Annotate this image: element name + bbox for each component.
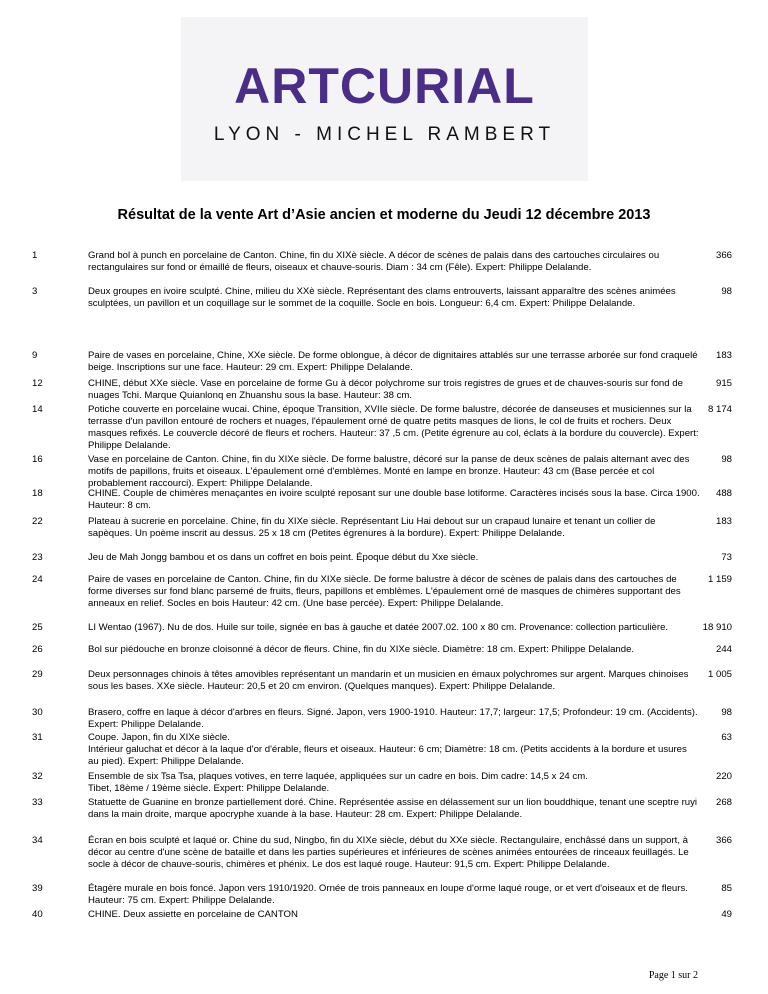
- lot-description: [88, 797, 700, 821]
- lot-price: 85: [721, 883, 732, 894]
- lot-description: [88, 350, 700, 374]
- lot-description-text: CHINE. Deux assiette en porcelaine de CANTON: [88, 909, 298, 920]
- lot-price: 1 159: [707, 574, 732, 585]
- lot-price: 268: [715, 797, 732, 808]
- lot-description: [88, 286, 700, 310]
- lot-price: 488: [715, 488, 732, 499]
- lot-description-text: CHINE, début XXe siècle. Vase en porcelaine de forme Gu à décor polychrome sur trois registres de grues et de chauves-souris sur fond de nuages Tchi. Marque Quianlonq en Zhuanshu sous la base. Hauteur: 38 cm.: [88, 378, 683, 401]
- page-title: Résultat de la vente Art d’Asie ancien et moderne du Jeudi 12 décembre 2013: [117, 207, 651, 223]
- lot-number: 22: [32, 516, 43, 527]
- lot-description-text: Deux groupes en ivoire sculpté. Chine, milieu du XXè siècle. Représentant des clams entrouverts, laissant apparaître des scènes animées sculptées, un pavillon et un coquillage sur le sommet de la coquille. Socle en bois. Longueur: 6,4 cm. Expert: Philippe Delalande.: [88, 286, 676, 309]
- lot-description: [88, 622, 700, 634]
- page-number: Page 1 sur 2: [648, 970, 698, 981]
- lot-price: 8 174: [707, 404, 732, 415]
- lot-description-text: Coupe. Japon, fin du XIXe siècle.: [88, 732, 230, 743]
- lot-number: 33: [32, 797, 43, 808]
- lot-number: 34: [32, 835, 43, 846]
- lot-number: 9: [32, 350, 38, 361]
- lot-price: 73: [721, 552, 732, 563]
- lot-description-text: Paire de vases en porcelaine de Canton. Chine, fin du XIXe siècle. De forme balustre à décor de scènes de palais dans des cartouches de forme diverses sur fond blanc parsemé de fruits, fleurs, papillons et emblèmes. L'épaulement orné de masques de chimères supportant des anneaux en relief. Socles en bois Hauteur: 42 cm. (Une base percée). Expert: Philippe Delalande.: [88, 574, 681, 609]
- lot-number: 40: [32, 909, 43, 920]
- lot-description-text: Ensemble de six Tsa Tsa, plaques votives, en terre laquée, appliquées sur un cadre en bois. Dim cadre: 14,5 x 24 cm.: [88, 771, 588, 782]
- brand-subtitle: LYON - MICHEL RAMBERT: [213, 124, 556, 145]
- lot-description-text: Jeu de Mah Jongg bambou et os dans un coffret en bois peint. Époque début du Xxe siècle.: [88, 552, 479, 563]
- lot-number: 24: [32, 574, 43, 585]
- lot-description: [88, 404, 700, 452]
- lot-description-text: Plateau à sucrerie en porcelaine. Chine, fin du XIXe siècle. Représentant Liu Hai debout sur un crapaud lunaire et tenant un collier de sapèques. Un poème inscrit au dessus. 25 x 18 cm (Petites égrenures à la bordure). Expert: Philippe Delalande.: [88, 516, 656, 539]
- lot-description-text: CHINE. Couple de chimères menaçantes en ivoire sculpté reposant sur une double base lotiforme. Caractères incisés sous la base. Circa 1900. Hauteur: 8 cm.: [88, 488, 700, 511]
- lot-description: [88, 707, 700, 731]
- lot-description-text: LI Wentao (1967). Nu de dos. Huile sur toile, signée en bas à gauche et datée 2007.02. 100 x 80 cm. Provenance: collection particulière.: [88, 622, 669, 633]
- lot-number: 30: [32, 707, 43, 718]
- lot-description-text-2: Intérieur galuchat et décor à la laque d'or d'érable, fleurs et oiseaux. Hauteur: 6 cm; Diamètre: 18 cm. (Petits accidents à la bordure et usures au pied). Expert: Philippe Delalande.: [88, 744, 687, 767]
- lot-price: 244: [715, 644, 732, 655]
- lot-description-text: Bol sur piédouche en bronze cloisonné à décor de fleurs. Chine, fin du XIXe siècle. Diamètre: 18 cm. Expert: Philippe Delalande.: [88, 644, 635, 655]
- lot-description: [88, 552, 700, 564]
- lot-description-text: Deux personnages chinois à têtes amovibles représentant un mandarin et un musicien en émaux polychromes sur argent. Marques chinoises sous les bases. XXe siècle. Hauteur: 20,5 et 20 cm environ. (Quelques manques). Expert: Philippe Delalande.: [88, 669, 689, 692]
- lot-price: 366: [715, 835, 732, 846]
- lot-description-text: Étagère murale en bois foncé. Japon vers 1910/1920. Ornée de trois panneaux en loupe d'orme laqué rouge, or et vert d'oiseaux et de fleurs. Hauteur: 75 cm. Expert: Philippe Delalande.: [88, 883, 688, 906]
- lot-description-text-2: Tibet, 18ème / 19ème siècle. Expert: Philippe Delalande.: [88, 783, 330, 794]
- lot-description-text: Grand bol à punch en porcelaine de Canton. Chine, fin du XIXè siècle. A décor de scènes de palais dans des cartouches circulaires ou rectangulaires sur fond or émaillé de fleurs, oiseaux et chauve-souris. Diam : 34 cm (Fêle). Expert: Philippe Delalande.: [88, 250, 660, 273]
- lot-price: 183: [715, 350, 732, 361]
- lot-description: [88, 488, 700, 512]
- brand-logo-text: ARTCURIAL: [234, 58, 535, 114]
- lot-number: 31: [32, 732, 43, 743]
- lot-description-text: Écran en bois sculpté et laqué or. Chine du sud, Ningbo, fin du XIXe siècle, début du XXe siècle. Rectangulaire, enchâssé dans un support, à décor au centre d'une scène de bataille et dans les parties supérieures et inférieures de scènes animées entourées de rinceaux feuillagés. Le socle à décor de chauve-souris, chimères et phénix. Le dos est laqué rouge. Hauteur: 91,5 cm. Expert: Philippe Delalande.: [88, 835, 689, 870]
- lot-description-text: Statuette de Guanine en bronze partiellement doré. Chine. Représentée assise en délassement sur un lion bouddhique, tenant une sceptre ruyi dans la main droite, marque apocryphe xuande à la base. Hauteur: 28 cm. Expert: Philippe Delalande.: [88, 797, 698, 820]
- lot-description: [88, 516, 700, 540]
- lot-number: 12: [32, 378, 43, 389]
- lot-description: [88, 669, 700, 693]
- lot-description: [88, 732, 700, 768]
- lot-number: 18: [32, 488, 43, 499]
- lot-price: 366: [715, 250, 732, 261]
- lot-description-text: Potiche couverte en porcelaine wucai. Chine, époque Transition, XVIIe siècle. De forme balustre, décorée de danseuses et musiciennes sur la terrasse d'un pavillon entouré de rochers et nuages, l'épaulement orné de quatre petits masques de lions, le col de fruits et rochers. Deux masques refixés. Le couvercle décoré de fleurs et rochers. Hauteur: 37 ,5 cm. (Petite égrenure au col, éclats à la bordure du couvercle). Expert: Philippe Delalande.: [88, 404, 699, 451]
- lot-description: [88, 574, 700, 610]
- lot-number: 32: [32, 771, 43, 782]
- lot-number: 14: [32, 404, 43, 415]
- header-logo: [181, 17, 588, 181]
- lot-number: 3: [32, 286, 38, 297]
- lot-number: 26: [32, 644, 43, 655]
- lot-description: [88, 835, 700, 871]
- lot-price: 98: [721, 286, 732, 297]
- lot-price: 63: [721, 732, 732, 743]
- lot-number: 25: [32, 622, 43, 633]
- lot-number: 39: [32, 883, 43, 894]
- lot-description: [88, 250, 700, 274]
- lot-price: 49: [721, 909, 732, 920]
- lot-price: 915: [715, 378, 732, 389]
- lot-number: 1: [32, 250, 38, 261]
- lot-description: [88, 883, 700, 907]
- lot-price: 98: [721, 707, 732, 718]
- lot-description: [88, 378, 700, 402]
- lot-description: [88, 909, 700, 921]
- lot-number: 29: [32, 669, 43, 680]
- lot-price: 98: [721, 454, 732, 465]
- lot-description: [88, 771, 700, 795]
- lot-description-text: Brasero, coffre en laque à décor d'arbres en fleurs. Signé. Japon, vers 1900-1910. Hauteur: 17,7; largeur: 17,5; Profondeur: 19 cm. (Accidents). Expert: Philippe Delalande.: [88, 707, 698, 730]
- lot-number: 16: [32, 454, 43, 465]
- lot-number: 23: [32, 552, 43, 563]
- lot-price: 183: [715, 516, 732, 527]
- lot-price: 18 910: [702, 622, 732, 633]
- lot-price: 1 005: [707, 669, 732, 680]
- lot-description: [88, 644, 700, 656]
- lot-price: 220: [715, 771, 732, 782]
- lot-description-text: Vase en porcelaine de Canton. Chine, fin du XIXe siècle. De forme balustre, décoré sur la panse de deux scènes de palais alternant avec des motifs de papillons, fruits et oiseaux. L'épaulement orné d'emblèmes. Monté en lampe en bronze. Hauteur: 43 cm (Base percée et col probablement raccourci). Expert: Philippe Delalande.: [88, 454, 690, 489]
- lot-description: [88, 454, 700, 490]
- lot-description-text: Paire de vases en porcelaine, Chine, XXe siècle. De forme oblongue, à décor de dignitaires attablés sur une terrasse arborée sur fond craquelé beige. Inscriptions sur une face. Hauteur: 29 cm. Expert: Philippe Delalande.: [88, 350, 698, 373]
